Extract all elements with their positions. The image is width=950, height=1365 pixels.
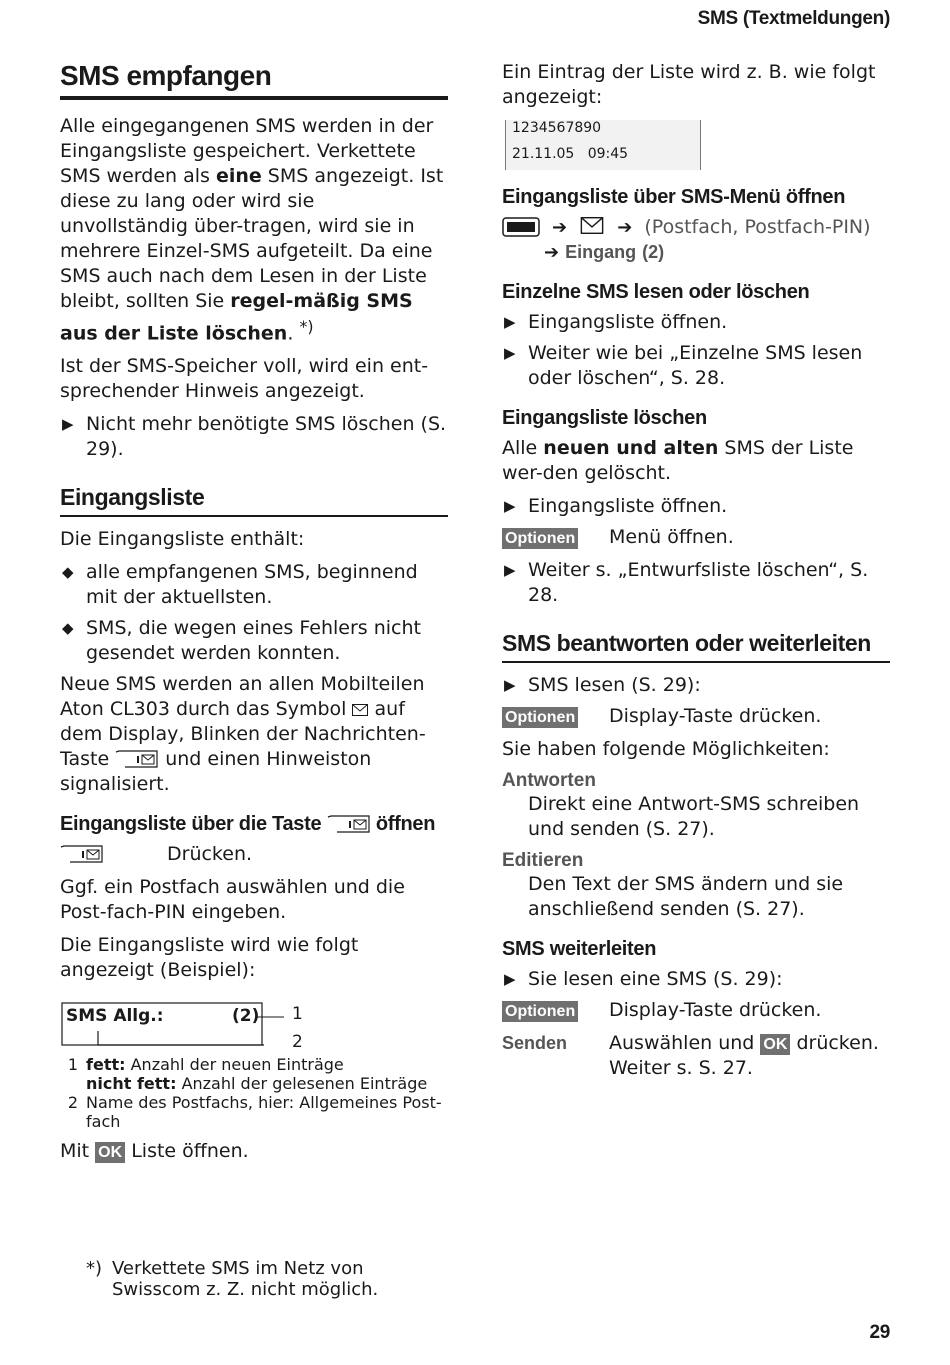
possibilities-paragraph: Sie haben folgende Möglichkeiten: (502, 738, 830, 760)
arrow-icon: ➔ (617, 217, 633, 238)
reply-forward-heading: SMS beantworten oder weiterleiten (502, 630, 890, 663)
intro-paragraph: Alle eingegangenen SMS werden in der Eingangsliste gespeichert. Verkettete SMS werden als eine SMS angezeigt. Ist diese zu lang oder wird sie unvollständig über-tragen, wird sie in mehrere Einzel-SMS aufgeteilt. Da eine SMS auch nach dem Lesen in der Liste bleibt, sollten Sie regel-mäßig SMS aus der Liste löschen. *) (60, 115, 444, 345)
callout-1: 1 (292, 1004, 303, 1025)
left-column (60, 60, 448, 1172)
entry-datetime: 21.11.05 09:45 (512, 146, 629, 162)
message-key-icon (115, 750, 159, 768)
menu-option-label: Editieren (502, 850, 584, 871)
mailbox-paragraph: Ggf. ein Postfach auswählen und die Post-fach-PIN eingeben. (60, 876, 405, 924)
menu-option-description: Direkt eine Antwort-SMS schreiben und senden (S. 27). (528, 793, 860, 840)
display-legend: 1 fett: Anzahl der neuen Einträge nicht fett: Anzahl der gelesenen Einträge 2 Name des Postfachs, hier: Allgemeines Post-fach (67, 1055, 442, 1132)
list-item: ◆ SMS, die wegen eines Fehlers nicht gesendet werden konnten. (62, 617, 421, 665)
entry-example-box (505, 120, 701, 170)
inbox-heading: Eingangsliste (60, 484, 448, 517)
options-softkey: Optionen (502, 1001, 578, 1022)
message-key-icon (60, 845, 104, 863)
section-title: SMS empfangen (60, 60, 448, 100)
ok-key: OK (760, 1034, 790, 1055)
triangle-bullet-icon: ▶ (62, 415, 74, 434)
callout-2: 2 (292, 1032, 303, 1053)
display-mailbox-label: SMS Allg.: (66, 1006, 164, 1027)
right-column (502, 60, 890, 1089)
list-item: ▶ Eingangsliste öffnen. (504, 311, 728, 333)
triangle-bullet-icon: ▶ (504, 561, 516, 579)
forward-heading: SMS weiterleiten (502, 938, 657, 960)
triangle-bullet-icon: ▶ (504, 970, 516, 988)
menu-path: ➔ ➔ (Postfach, Postfach-PIN) ➔ Eingang (2) (502, 215, 890, 265)
reply-options-step: Optionen Display-Taste drücken. (502, 704, 890, 729)
envelope-icon (352, 704, 368, 716)
display-example-intro: Die Eingangsliste wird wie folgt angezeigt (Beispiel): (60, 934, 359, 982)
list-item: ◆ alle empfangenen SMS, beginnend mit der aktuellsten. (62, 561, 418, 609)
delete-paragraph: Alle neuen und alten SMS der Liste wer-den gelöscht. (502, 437, 854, 484)
message-key-icon (327, 815, 371, 833)
display-example (60, 991, 448, 1055)
inbox-intro: Die Eingangsliste enthält: (60, 528, 305, 551)
memory-full-paragraph: Ist der SMS-Speicher voll, wird ein ent-sprechender Hinweis angezeigt. (60, 355, 429, 403)
diamond-bullet-icon: ◆ (62, 563, 74, 582)
options-softkey: Optionen (502, 528, 578, 549)
page-number: 29 (869, 1322, 890, 1343)
delete-options-step: Optionen Menü öffnen. (502, 525, 890, 550)
arrow-icon: ➔ (552, 217, 568, 238)
menu-option-description: Den Text der SMS ändern und sie anschließend senden (S. 27). (528, 873, 844, 920)
triangle-bullet-icon: ▶ (504, 344, 516, 362)
control-key-icon (502, 217, 540, 237)
display-count: (2) (232, 1006, 260, 1027)
send-menu-item: Senden (502, 1033, 568, 1053)
triangle-bullet-icon: ▶ (504, 313, 516, 331)
forward-send-step: Senden Auswählen und OK drücken. Weiter s. S. 27. (502, 1032, 879, 1079)
list-item: ▶ Weiter s. „Entwurfsliste löschen“, S. 28. (504, 559, 869, 606)
entry-number: 1234567890 (512, 120, 602, 136)
key-open-heading: Eingangsliste über die Taste öffnen (60, 813, 436, 836)
menu-option-label: Antworten (502, 770, 596, 791)
menu-open-heading: Eingangsliste über SMS-Menü öffnen (502, 186, 846, 208)
key-open-step: Drücken. (60, 842, 448, 867)
delete-list-heading: Eingangsliste löschen (502, 407, 707, 429)
footnote: *) Verkettete SMS im Netz von Swisscom z. Z. nicht möglich. (86, 1258, 379, 1300)
envelope-icon (579, 217, 605, 234)
entry-example-intro: Ein Eintrag der Liste wird z. B. wie folgt angezeigt: (502, 61, 876, 108)
list-item: ▶ SMS lesen (S. 29): (504, 674, 701, 696)
list-item: ▶ Nicht mehr benötigte SMS löschen (S. 29). (62, 413, 447, 461)
options-softkey: Optionen (502, 707, 578, 728)
list-item: ▶ Sie lesen eine SMS (S. 29): (504, 968, 783, 990)
notification-paragraph: Neue SMS werden an allen Mobilteilen Aton CL303 durch das Symbol auf dem Display, Blinken der Nachrichten-Taste und einen Hinweiston signalisiert. (60, 673, 426, 796)
diamond-bullet-icon: ◆ (62, 619, 74, 638)
ok-key: OK (95, 1142, 125, 1163)
forward-options-step: Optionen Display-Taste drücken. (502, 998, 890, 1023)
triangle-bullet-icon: ▶ (504, 676, 516, 694)
running-head: SMS (Textmeldungen) (697, 8, 890, 29)
open-list-paragraph: Mit OK Liste öffnen. (60, 1140, 249, 1163)
list-item: ▶ Eingangsliste öffnen. (504, 495, 728, 517)
single-sms-heading: Einzelne SMS lesen oder löschen (502, 281, 810, 303)
arrow-icon: ➔ (544, 242, 560, 263)
triangle-bullet-icon: ▶ (504, 497, 516, 515)
list-item: ▶ Weiter wie bei „Einzelne SMS lesen oder löschen“, S. 28. (504, 342, 863, 389)
